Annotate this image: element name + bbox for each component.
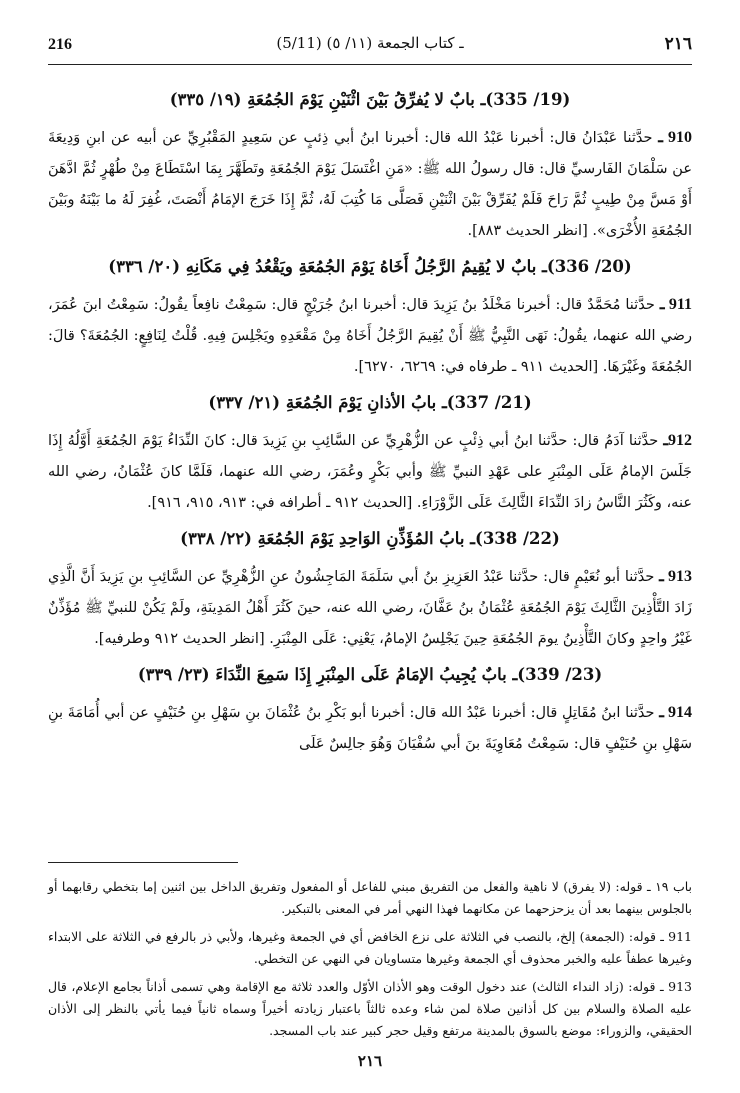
chapter-heading: (23/ 339)ـ بابٌ يُجِيبُ الإمَامُ عَلَى المِنْبَرِ إِذَا سَمِعَ النِّدَاءَ (٢٣/ ٣٣٩) [137,665,603,684]
hadith-paragraph [48,289,692,383]
chapter-heading: (19/ 335)ـ بابٌ لا يُفرِّقُ بَيْنَ اثْنَيْنِ يَوْمَ الجُمُعَةِ (١٩/ ٣٣٥) [169,90,571,109]
hadith-text: حدَّثنا مُحَمَّدٌ قال: أخبرنا مَخْلَدُ بنُ يَزِيدَ قال: أخبرنا ابنُ جُرَيْجٍ قال: سَمِعْتُ نافِعاً يقُولُ: سَمِعْتُ ابنَ عُمَرَ، رضي الله عنهما، يقُولُ: نَهَى النَّبِيُّ ﷺ أَنْ يُقِيمَ الرَّجُلُ أَخَاهُ مِنْ مَقْعَدِهِ ويَجْلِسَ فِيهِ. قُلْتُ لِنَافِعٍ: الجُمُعَةَ؟ قالَ: الجُمُعَةَ وغَيْرَهَا. [الحديث ٩١١ ـ طرفاه في: ٦٢٦٩، ٦٢٧٠]. [48,297,692,375]
footnotes [48,876,692,1048]
hadith-number: 914 ـ [659,704,693,721]
hadith-text: حدَّثنا آدَمُ قال: حدَّثنا ابنُ أبي ذِئْبٍ عن الزُّهْرِيِّ عن السَّائِبِ بنِ يَزِيدَ قال: كانَ النِّدَاءُ يَوْمَ الجُمُعَةِ أَوَّلُهُ إِذَا جَلَسَ الإمامُ عَلَى المِنْبَرِ على عَهْدِ النبيِّ ﷺ وأبي بَكْرٍ وعُمَرَ، رضي الله عنهما، فَلَمَّا كانَ عُثْمَانُ، رضي الله عنه، وكَثُرَ النَّاسُ زادَ النِّدَاءَ الثَّالِثَ عَلَى الزَّوْرَاءِ. [الحديث ٩١٢ ـ أطرافه في: ٩١٣، ٩١٥، ٩١٦]. [48,433,692,511]
hadith-paragraph [48,561,692,655]
chapter-heading: (21/ 337)ـ بابُ الأذانِ يَوْمَ الجُمُعَةِ (٢١/ ٣٣٧) [208,393,532,412]
running-title: (5/11) ـ كتاب الجمعة (١١/ ٥) [276,34,464,52]
page-number-arabic: ٢١٦ [664,34,692,54]
chapter-heading: (20/ 336)ـ بابٌ لا يُقِيمُ الرَّجُلُ أَخَاهُ يَوْمَ الجُمُعَةِ ويَقْعُدُ فِي مَكَانِهِ (٢٠/ ٣٣٦) [108,257,632,276]
hadith-paragraph [48,697,692,760]
footnote-separator [48,862,238,863]
hadith-paragraph [48,122,692,247]
running-header [48,30,692,65]
hadith-text: حدَّثنا ابنُ مُقَاتِلٍ قال: أخبرنا عَبْدُ الله قال: أخبرنا أبو بَكْرِ بنُ عُثْمَانَ بنِ سَهْلِ بنِ حُنَيْفٍ عن أبي أُمَامَةَ بنِ سَهْلِ بنِ حُنَيْفٍ قال: سَمِعْتُ مُعَاوِيَةَ بنَ أبي سُفْيَانَ وَهُوَ جالِسٌ عَلَى [48,705,692,752]
hadith-number: 910 ـ [658,129,693,146]
hadith-text: حدَّثنا أبو نُعَيْمٍ قال: حدَّثنا عَبْدُ العَزِيزِ بنُ أبي سَلَمَةَ المَاجِشُونُ عنِ الزُّهْرِيِّ عن السَّائِبِ بنِ يَزِيدَ أَنَّ الَّذِي زَادَ التَّأْذِينَ الثَّالِثَ يَوْمَ الجُمُعَةِ عُثْمَانُ بنُ عَفَّانَ، رضي الله عنه، حينَ كَثُرَ أَهْلُ المَدِينَةِ، ولَمْ يَكُنْ للنبيِّ ﷺ مُؤَذِّنٌ غَيْرُ واحِدٍ وكانَ التَّأْذِينُ يومَ الجُمُعَةِ حِينَ يَجْلِسُ الإمامُ، يَعْنِي: عَلَى المِنْبَرِ. [انظر الحديث ٩١٢ وطرفيه]. [48,569,692,647]
hadith-number: 911 ـ [659,296,693,313]
hadith-number: 913 ـ [659,568,693,585]
page-number-latin: 216 [48,36,72,53]
page-number-footer: ٢١٦ [357,1052,383,1070]
hadith-number: 912ـ [663,432,693,449]
hadith-paragraph [48,425,692,519]
footnote: باب ١٩ ـ قوله: (لا يفرق) لا ناهية والفعل من التفريق مبني للفاعل أو المفعول وتفريق الداخل بين اثنين إما بتخطي رقابهما أو بالجلوس بينهما بعد أن يزحزحهما عن مكانهما فهذا النهي أمر في المعنى بالتبكير. [48,879,692,916]
footnote: 913 ـ قوله: (زاد النداء الثالث) عند دخول الوقت وهو الأذان الأوّل والعدد ثلاثة مع الإقامة وهي تسمى أذاناً بجامع الإعلام، قال عليه الصلاة والسلام بين كل أذانين صلاة لمن شاء وعده ثالثاً باعتبار زيادته أخيراً وسماه ثانياً فيما يأتي بالنظر إلى الأذان الحقيقي، والزوراء: موضع بالسوق بالمدينة مرتفع وقيل حجر كبير عند باب المسجد. [48,979,692,1038]
chapter-heading: (22/ 338)ـ بابُ المُؤَذِّنِ الوَاحِدِ يَوْمَ الجُمُعَةِ (٢٢/ ٣٣٨) [180,529,560,548]
main-text [48,86,692,766]
hadith-text: حدَّثنا عَبْدَانُ قال: أخبرنا عَبْدُ الله قال: أخبرنا ابنُ أبي ذِئبٍ عن سَعِيدٍ المَقْبُرِيِّ عن أبيه عن ابنِ وَدِيعَةَ عن سَلْمَانَ الفَارسيِّ قال: قال رسولُ الله ﷺ: «مَنِ اغْتَسَلَ يَوْمَ الجُمُعَةِ وتَطَهَّرَ بِمَا اسْتَطَاعَ مِنْ طُهْرٍ ثُمَّ ادَّهَنَ أَوْ مَسَّ مِنْ طِيبٍ ثُمَّ رَاحَ فَلَمْ يُفَرِّقْ بَيْنَ اثْنَيْنِ فَصَلَّى مَا كُتِبَ لَهُ، ثُمَّ إِذَا خَرَجَ الإمَامُ أَنْصَتَ، غُفِرَ لَهُ ما بَيْنَهُ وبَيْنَ الجُمُعَةِ الأُخْرَى». [انظر الحديث ٨٨٣]. [48,130,692,239]
footnote: 911 ـ قوله: (الجمعة) إلخ، بالنصب في الثلاثة على نزع الخافض أي في الجمعة وغيرها، ولأبي ذر بالرفع في الثلاثة على الابتداء وغيرها عطفاً عليه والخبر محذوف أي الجمعة وغيرها متساويان في النهي عن التخطي. [48,929,692,966]
